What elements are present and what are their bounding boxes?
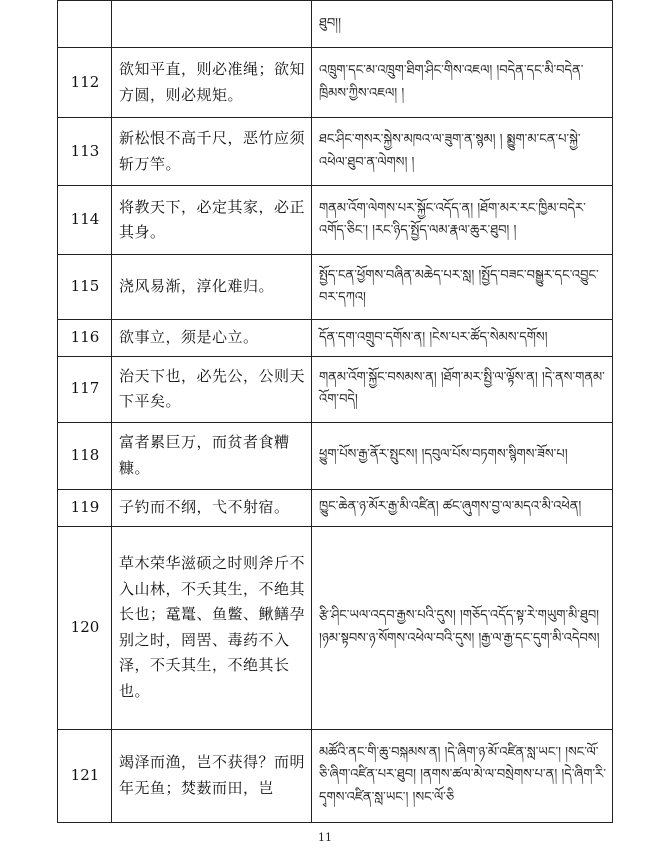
- table-row: [58, 356, 613, 422]
- chinese-text: 竭泽而渔，岂不获得？而明年无鱼；焚薮而田，岂: [112, 729, 312, 822]
- table-row: [58, 320, 613, 357]
- chinese-text: [112, 1, 312, 48]
- chinese-text: 治天下也，必先公，公则天下平矣。: [112, 356, 312, 422]
- tibetan-text: སྤྱོད་ངན་ཕྱོགས་བཞིན་མཆེད་པར་སླ། །སྤྱོད་བཟང་བསྒྱུར་དང་འབྱུང་བར་དཀའ།: [312, 255, 613, 320]
- row-number: 118: [58, 422, 112, 489]
- tibetan-text: དོན་དག་འགྲུབ་དགོས་ན། །ངེས་པར་ཚོད་སེམས་དགོས།: [312, 320, 613, 357]
- table-row: [58, 526, 613, 729]
- table-row: [58, 489, 613, 526]
- tibetan-text: གནམ་འོག་སྐྱོང་བསམས་ན། །ཐོག་མར་སྤྱི་ལ་ལྟོས་ན། །དེ་ནས་གནམ་འོག་བདེ།: [312, 356, 613, 422]
- row-number: 113: [58, 118, 112, 186]
- tibetan-text: ཐང་ཤིང་གསར་སྐྱེས་མཁའ་ལ་ཟུག་ན་སྙམ། ། སྨྱུག་མ་ངན་པ་སྐྱེ་འཕེལ་ཐུབ་ན་ལེགས། །: [312, 118, 613, 186]
- tibetan-text: མཚོའི་ནང་གི་ཆུ་བསྐམས་ན། །དེ་ཞིག་ཉ་མོ་འཛིན་སླ་ཡང་། །སང་ལོ་ཅི་ཞིག་འཛིན་པར་ཐུབ། །ནགས་ཚལ་མེ་ལ་བསྲེགས་པ་ན། །དེ་ཞིག་རི་དྭགས་འཛིན་སླ་ཡང་། །སང་ལོ་ཅི: [312, 729, 613, 822]
- table-row: [58, 255, 613, 320]
- table-row: [58, 422, 613, 489]
- row-number: 121: [58, 729, 112, 822]
- table-row: [58, 48, 613, 118]
- table-row: [58, 186, 613, 255]
- tibetan-text: གནམ་འོག་ལེགས་པར་སྐྱོང་འདོད་ན། །ཐོག་མར་རང་ཁྱིམ་བདེར་འགོད་ཅིང་། །རང་ཉིད་སྤྱོད་ལམ་རྣལ་ཆུར་ཐུབ། །: [312, 186, 613, 255]
- page-number: 11: [318, 831, 332, 844]
- chinese-text: 将教天下，必定其家，必正其身。: [112, 186, 312, 255]
- tibetan-text: ཕྱུག་པོས་རྒྱ་ནོར་སྤུངས། །དབུལ་པོས་བཏགས་སྙིགས་ཟོས་པ།: [312, 422, 613, 489]
- row-number: 117: [58, 356, 112, 422]
- table-row: [58, 118, 613, 186]
- tibetan-text: རྩི་ཤིང་ཡལ་འདབ་རྒྱས་པའི་དུས། །གཅོད་འདོད་སྟ་རེ་གཡུག་མི་ཐུབ། །ཉམ་སྟབས་ཉ་སོགས་འཕེལ་བའི་དུས། །རྒྱ་ལ་རྒྱ་དང་དུག་མི་འདེབས།: [312, 526, 613, 729]
- chinese-text: 欲知平直，则必准绳；欲知方圆，则必规矩。: [112, 48, 312, 118]
- proverb-table: [57, 0, 613, 823]
- chinese-text: 新松恨不高千尺，恶竹应须斩万竿。: [112, 118, 312, 186]
- row-number: 114: [58, 186, 112, 255]
- chinese-text: 子钓而不纲，弋不射宿。: [112, 489, 312, 526]
- tibetan-text: ཐུབ།།: [312, 1, 613, 48]
- table-row: [58, 1, 613, 48]
- chinese-text: 浇风易渐，淳化难归。: [112, 255, 312, 320]
- row-number: 112: [58, 48, 112, 118]
- row-number: 116: [58, 320, 112, 357]
- row-number: 115: [58, 255, 112, 320]
- row-number: 120: [58, 526, 112, 729]
- tibetan-text: འཁྲུག་དང་མ་འཁྲུག་ཐིག་ཤིང་གིས་འཇལ། །བདེན་དང་མི་བདེན་ཁྲིམས་ཀྱིས་འཇལ། །: [312, 48, 613, 118]
- tibetan-text: ཁྱུང་ཆེན་ཉ་མོར་རྒྱ་མི་འཛིན། ཚང་ཞུགས་བྱ་ལ་མདའ་མི་འཕེན།: [312, 489, 613, 526]
- chinese-text: 草木荣华滋硕之时则斧斤不入山林，不夭其生，不绝其长也；鼋鼍、鱼鳖、鳅鳝孕别之时，罔罟、毒药不入泽，不夭其生，不绝其长也。: [112, 526, 312, 729]
- chinese-text: 欲事立，须是心立。: [112, 320, 312, 357]
- row-number: [58, 1, 112, 48]
- table-row: [58, 729, 613, 822]
- chinese-text: 富者累巨万，而贫者食糟糠。: [112, 422, 312, 489]
- row-number: 119: [58, 489, 112, 526]
